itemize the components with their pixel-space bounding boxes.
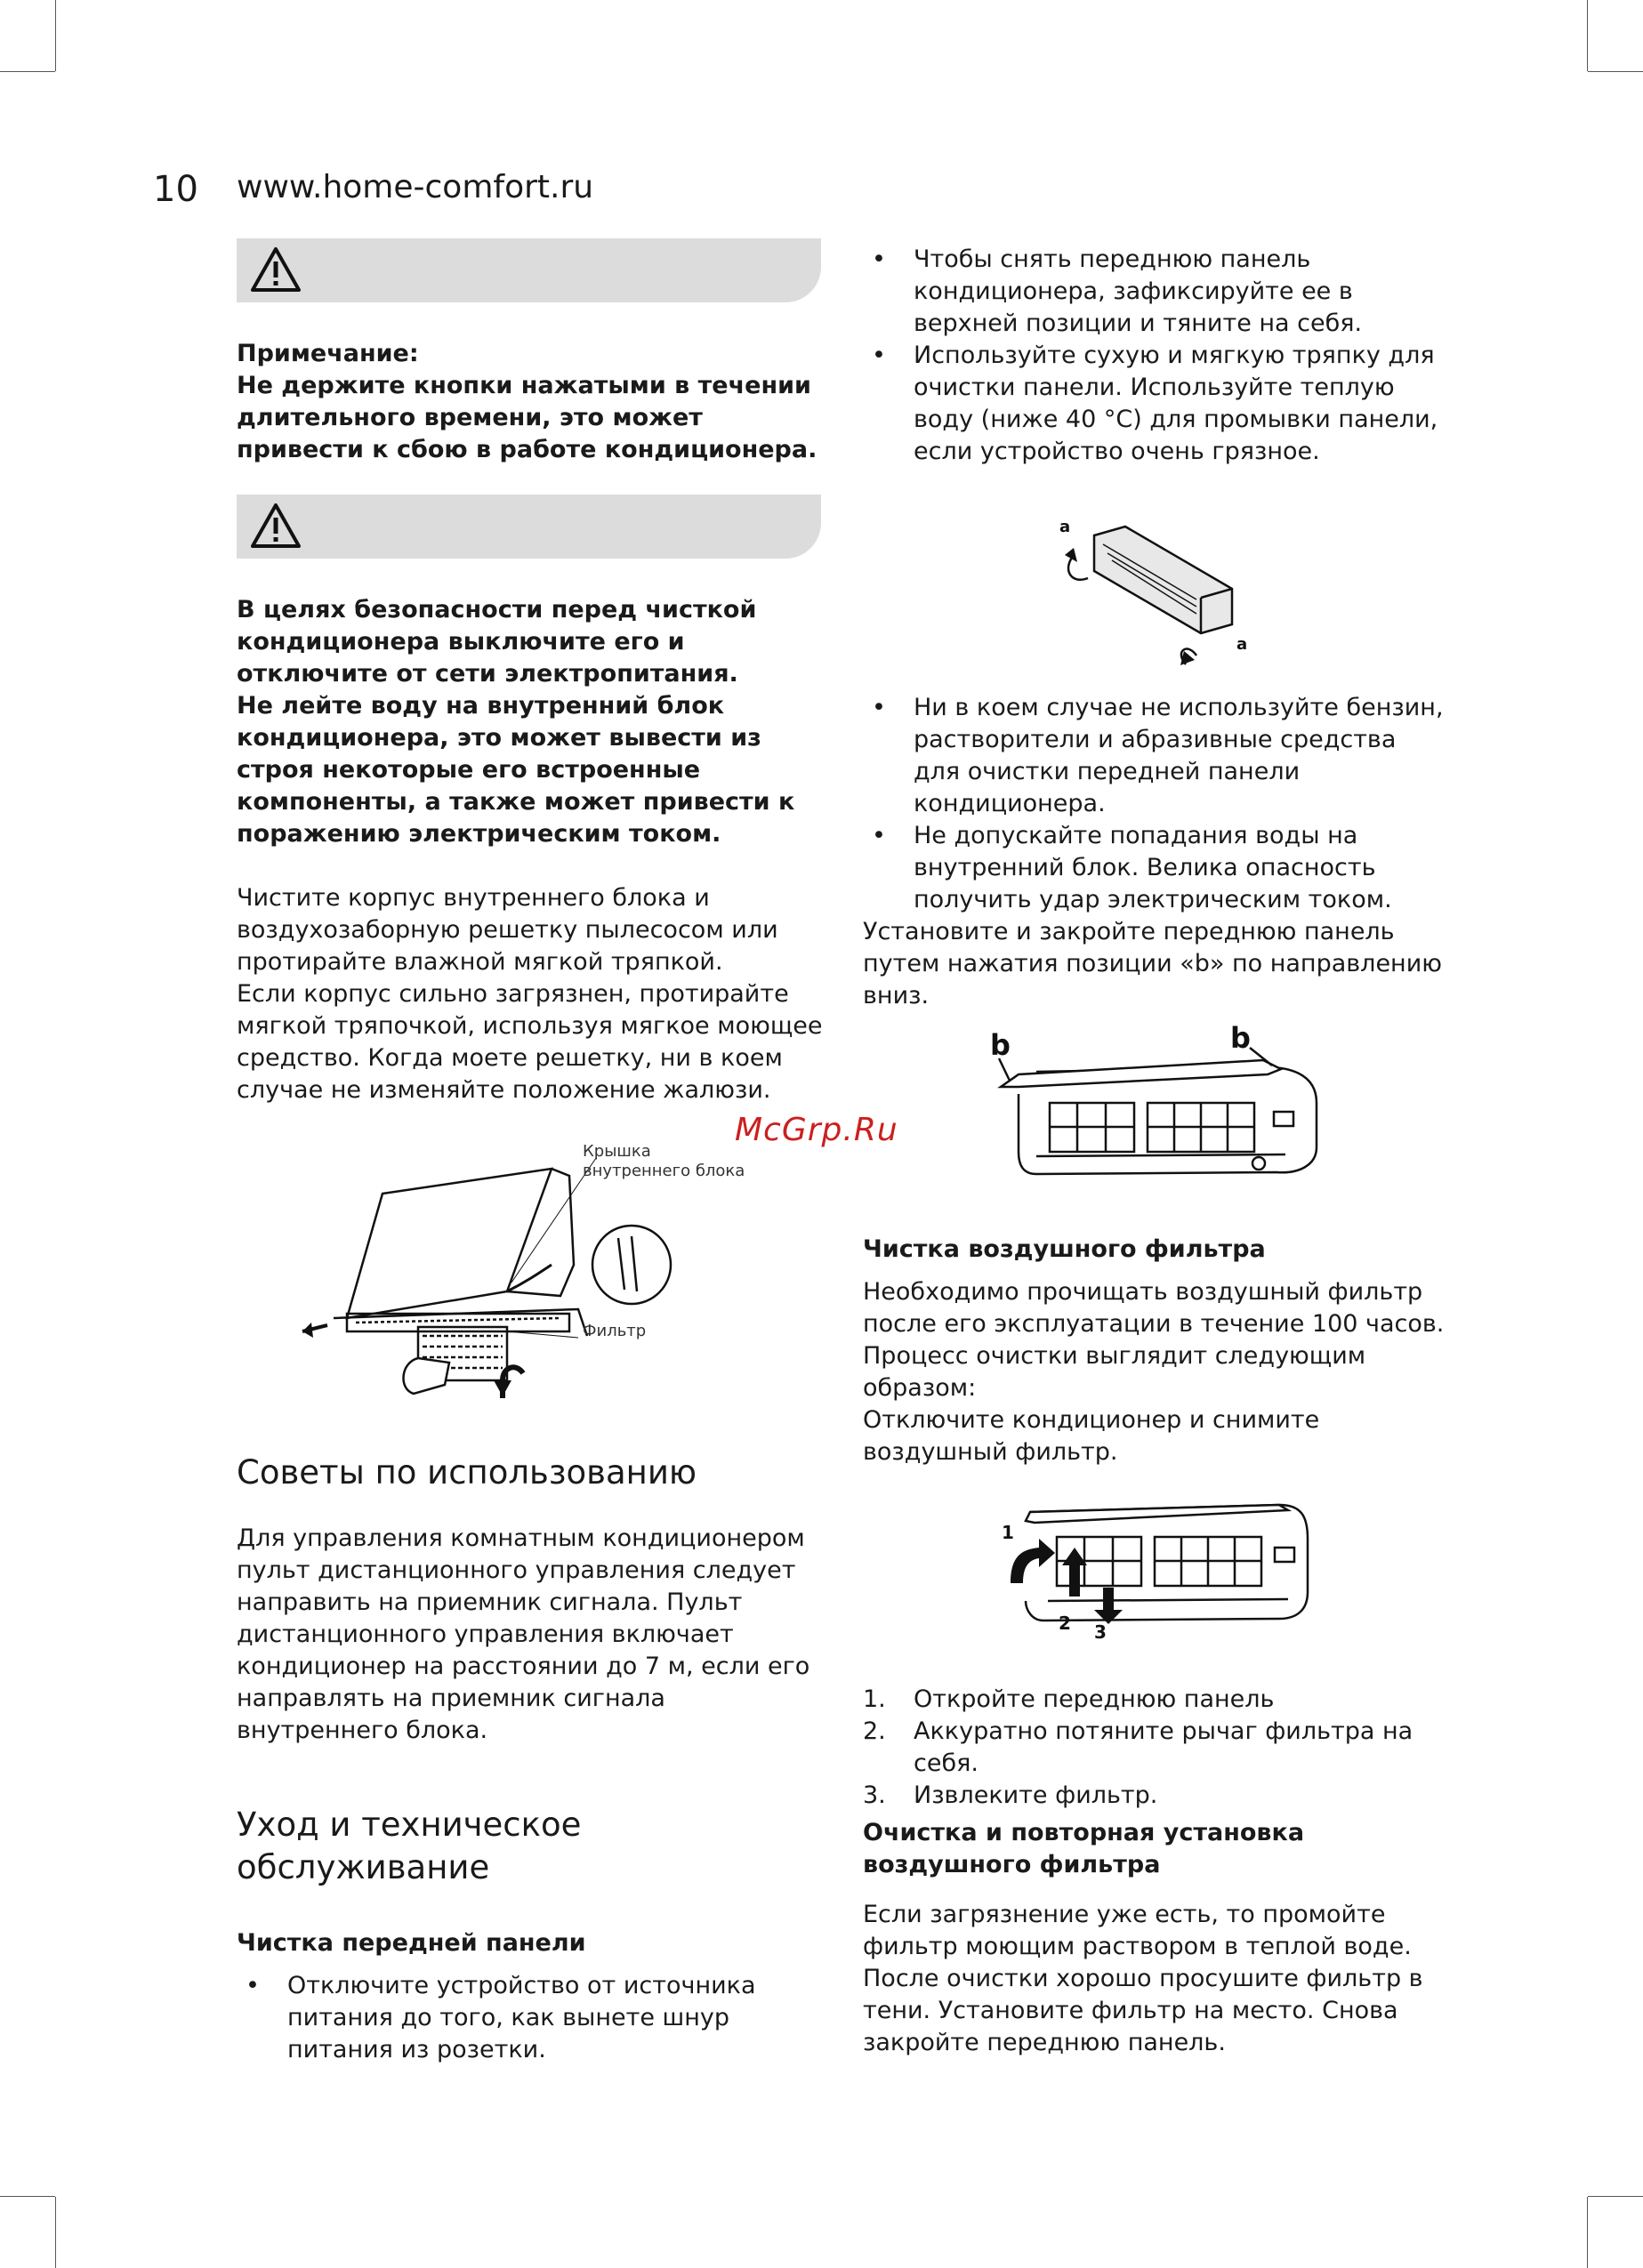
panel-removal-list: [863, 244, 1450, 468]
step-text: Аккуратно потяните рычаг фильтра на себя.: [914, 1717, 1413, 1777]
list-item: • Отключите устройство от источника питания до того, как вынете шнур питания из розетки.: [246, 1972, 756, 2063]
crop-mark: [55, 2197, 56, 2268]
filter-removal-figure: [995, 1494, 1315, 1645]
steps-list: [863, 1684, 1450, 1812]
list-item: • Чтобы снять переднюю панель кондиционера, зафиксируйте ее в верхней позиции и тяните на себя.: [872, 245, 1363, 337]
step-number: 2.: [863, 1717, 886, 1745]
step-text: Извлеките фильтр.: [914, 1781, 1158, 1809]
step-text: Откройте переднюю панель: [914, 1685, 1275, 1713]
crop-mark: [1587, 2197, 1588, 2268]
care-section: [237, 1804, 824, 1889]
crop-mark: [1588, 2196, 1643, 2197]
figure-label-filter: Фильтр: [583, 1322, 647, 1340]
warning-bar-2: [237, 495, 821, 559]
tips-text-block: [237, 1523, 824, 1747]
cleaning-paragraph-1: Чистите корпус внутреннего блока и воздухозаборную решетку пылесосом или протирайте влажной мягкой тряпкой.: [237, 884, 778, 976]
reinstall-heading: Очистка и повторная установка воздушного фильтра: [863, 1819, 1305, 1878]
page-number: 10: [153, 169, 198, 210]
warning-bar: [237, 238, 821, 302]
reinstall-text: Если загрязнение уже есть, то промойте фильтр моющим раствором в теплой воде. После очистки хорошо просушите фильтр в тени. Установите фильтр на место. Снова закройте переднюю панель.: [863, 1901, 1423, 2056]
figure-label-a: a: [1236, 635, 1248, 654]
install-text: Установите и закройте переднюю панель путем нажатия позиции «b» по направлению вниз.: [863, 918, 1442, 1009]
front-panel-section: [237, 1927, 824, 2066]
list-item-text: Не допускайте попадания воды на внутренний блок. Велика опасность получить удар электрическим током.: [914, 822, 1392, 913]
safety-block: [237, 594, 824, 850]
tips-section: [237, 1452, 824, 1494]
cleaning-block: [237, 882, 824, 1106]
list-item: [863, 1716, 1450, 1780]
figure-label-a: a: [1059, 518, 1071, 536]
list-item: • Не допускайте попадания воды на внутренний блок. Велика опасность получить удар электрическим током.: [872, 822, 1392, 913]
right-bullets-top: [863, 244, 1450, 468]
crop-mark: [1588, 71, 1643, 72]
site-url[interactable]: www.home-comfort.ru: [237, 169, 594, 205]
front-panel-heading: Чистка передней панели: [237, 1929, 586, 1957]
figure-label-b: b: [1230, 1023, 1251, 1055]
note-block: [237, 338, 824, 466]
cleaning-paragraph-2: Если корпус сильно загрязнен, протирайте мягкой тряпочкой, используя мягкое моющее средство. Когда моете решетку, ни в коем случае не изменяйте положение жалюзи.: [237, 980, 823, 1104]
figure-label-3: 3: [1094, 1621, 1107, 1643]
steps-section: [863, 1684, 1450, 2059]
list-item-text: Ни в коем случае не используйте бензин, растворители и абразивные средства для очистки передней панели кондиционера.: [914, 694, 1444, 817]
filter-paragraph-1: Необходимо прочищать воздушный фильтр после его эксплуатации в течение 100 часов. Процесс очистки выглядит следующим образом:: [863, 1278, 1445, 1402]
front-panel-list: [237, 1970, 824, 2066]
note-text: Не держите кнопки нажатыми в течении длительного времени, это может привести к сбою в работе кондиционера.: [237, 372, 817, 463]
safety-paragraph-1: В целях безопасности перед чисткой кондиционера выключите его и отключите от сети электропитания.: [237, 596, 757, 688]
tips-heading: Советы по использованию: [237, 1453, 697, 1492]
filter-section: [863, 1234, 1450, 1468]
filter-paragraph-2: Отключите кондиционер и снимите воздушный фильтр.: [863, 1406, 1320, 1466]
list-item: • Ни в коем случае не используйте бензин, растворители и абразивные средства для очистки передней панели кондиционера.: [872, 694, 1444, 817]
crop-mark: [0, 2196, 55, 2197]
figure-label-cover: Крышка внутреннего блока: [583, 1142, 745, 1180]
figure-label-1: 1: [1002, 1522, 1014, 1543]
care-heading: Уход и техническое обслуживание: [237, 1806, 582, 1886]
warning-icon: [249, 502, 302, 550]
tips-text: Для управления комнатным кондиционером пульт дистанционного управления следует направить на приемник сигнала. Пульт дистанционного управления включает кондиционер на расстоянии до 7 м, если его направлять на приемник сигнала внутреннего блока.: [237, 1524, 810, 1744]
crop-mark: [55, 0, 56, 71]
crop-mark: [1587, 0, 1588, 71]
figure-label-b: b: [990, 1028, 1011, 1062]
list-item-text: Отключите устройство от источника питания до того, как вынете шнур питания из розетки.: [287, 1972, 756, 2063]
filter-heading: Чистка воздушного фильтра: [863, 1235, 1266, 1263]
panel-removal-figure: [1054, 509, 1268, 673]
step-number: 1.: [863, 1685, 886, 1713]
list-item: [863, 1780, 1450, 1812]
list-item: • Используйте сухую и мягкую тряпку для очистки панели. Используйте теплую воду (ниже 40 °C) для промывки панели, если устройство очень грязное.: [872, 342, 1438, 465]
note-label: Примечание:: [237, 340, 419, 367]
list-item-text: Чтобы снять переднюю панель кондиционера, зафиксируйте ее в верхней позиции и тяните на себя.: [914, 245, 1363, 337]
watermark: McGrp.Ru: [735, 1112, 898, 1148]
figure-label-2: 2: [1059, 1613, 1071, 1634]
right-bullets-mid: [863, 692, 1450, 1012]
step-number: 3.: [863, 1781, 886, 1809]
warning-icon: [249, 245, 302, 294]
safety-paragraph-2: Не лейте воду на внутренний блок кондиционера, это может вывести из строя некоторые его встроенные компоненты, а также может привести к поражению электрическим током.: [237, 692, 795, 848]
list-item: [863, 1684, 1450, 1716]
panel-closing-figure: [983, 1023, 1321, 1187]
warnings-list: [863, 692, 1450, 916]
list-item-text: Используйте сухую и мягкую тряпку для очистки панели. Используйте теплую воду (ниже 40 °C) для промывки панели, если устройство очень грязное.: [914, 342, 1438, 465]
crop-mark: [0, 71, 55, 72]
